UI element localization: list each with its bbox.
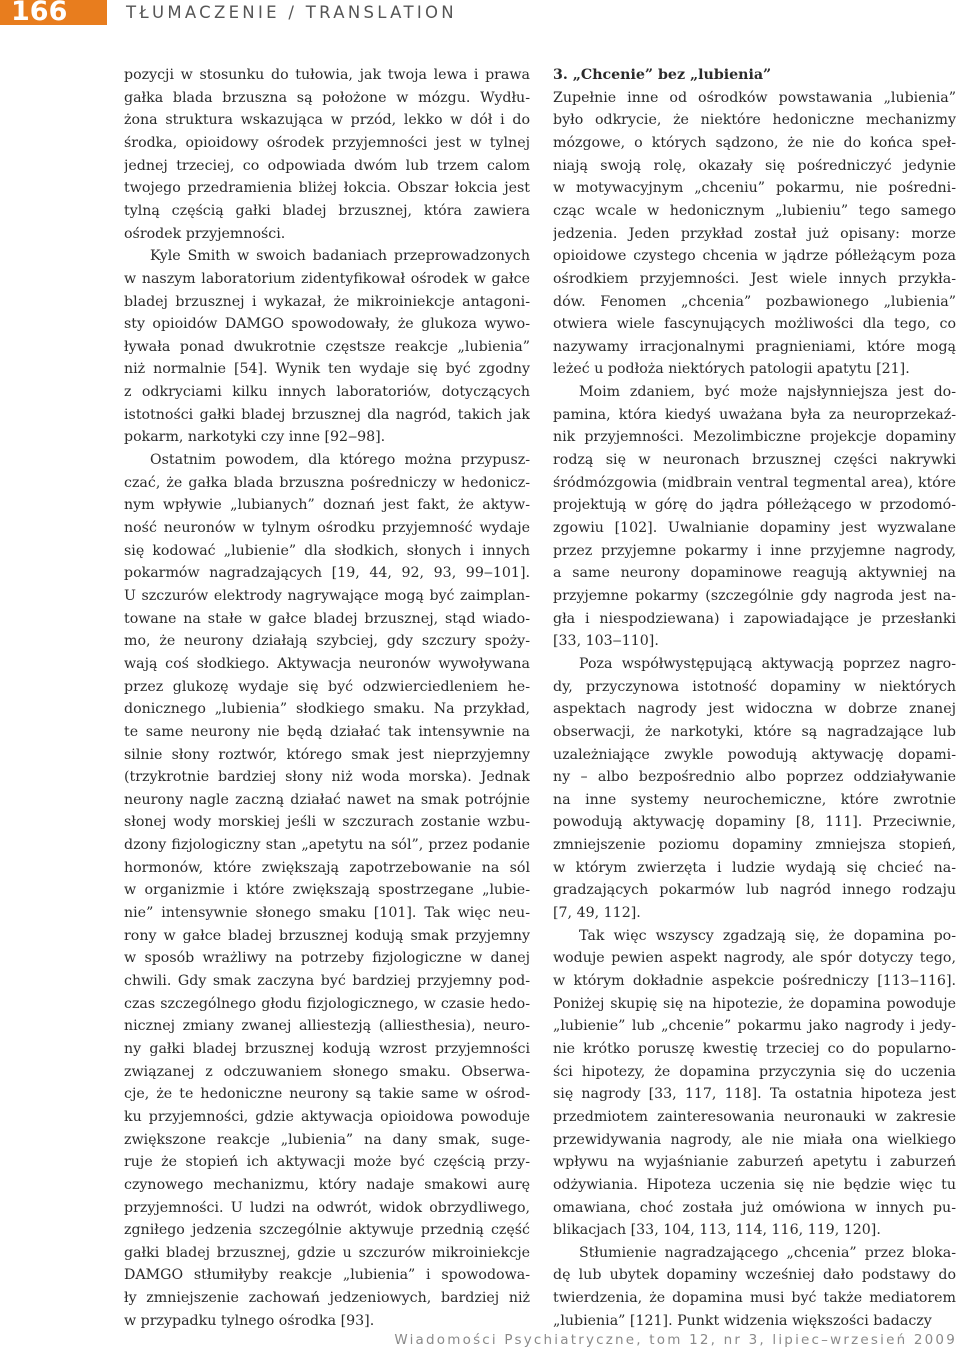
text-line: blikacjach [33, 104, 113, 114, 116, 119, 120]. (553, 1222, 881, 1239)
text-line: „lubienie” lub „chcenie” pokarmu jako nagrody i jedy- (553, 1018, 956, 1035)
text-line: woduje pewien aspekt nagrody, ale spór dotyczy tego, (553, 950, 956, 967)
text-line: omawiana, choć została już omówiona w innych pu- (553, 1199, 956, 1216)
text-line: zgniłego jedzenia szczególnie aktywuje przednią część (124, 1222, 530, 1239)
text-line: towane na stałe w gałce bladej brzusznej, stąd wiado- (124, 610, 530, 627)
text-line: U szczurów elektrody nagrywające mogą być zaimplan- (124, 587, 530, 604)
section-heading: 3. „Chcenie” bez „lubienia” (553, 67, 772, 83)
text-line: otwiera wiele fascynujących możliwości dla tego, co (553, 316, 956, 333)
page-footer (0, 1330, 960, 1352)
text-line: gałka blada brzuszna są położone w mózgu. Wydłu- (124, 89, 530, 106)
text-line: zwiększone reakcje „lubienia” na dany smak, suge- (124, 1131, 530, 1148)
text-line: mózgowe, o których sądzono, że nie do końca speł- (553, 134, 956, 151)
text-line: ny gałki bladej brzusznej kodują wzrost przyjemności (124, 1040, 530, 1057)
text-line: „lubienia” [121]. Punkt widzenia większości badaczy (553, 1312, 932, 1329)
page-number-box (0, 0, 107, 25)
text-line: dy, przyczynowa istotność dopaminy w niektórych (553, 678, 956, 695)
text-line: nicznej zmiany zwanej alliestezją (alliesthesia), neuro- (124, 1018, 530, 1035)
text-line: ośrodek przyjemności. (124, 225, 286, 242)
page-number: 166 (11, 0, 68, 27)
text-line: dzony fizjologiczny stan „apetytu na sól”, przez podanie (124, 837, 530, 854)
text-line: [33, 103‒110]. (553, 633, 659, 650)
text-line: projektują w górę do jądra półleżącego w przodomó- (553, 497, 956, 514)
journal-citation: Wiadomości Psychiatryczne, tom 12, nr 3, lipiec–wrzesień 2009 (394, 1332, 957, 1348)
text-line: pokarm, narkotyki czy inne [92‒98]. (124, 429, 386, 446)
text-line: DAMGO stłumiłyby reakcje „lubienia” i spowodowa- (124, 1267, 530, 1284)
text-line: w organizmie i które zwiększają spostrzegane „lubie- (124, 882, 530, 899)
text-line: sty opioidów DAMGO spowodowały, że glukoza wywo- (124, 316, 530, 333)
text-line: nym wpływie „lubianych” doznań jest fakt, że aktyw- (124, 497, 530, 514)
text-line: wpływu na wyjaśnianie zaburzeń apetytu i zaburzeń (553, 1154, 956, 1171)
text-line: w przypadku tylnego ośrodka [93]. (124, 1312, 375, 1329)
text-line: a same neurony dopaminowe reagują aktywniej na (553, 565, 956, 582)
text-line: pokarmów nagradzających [19, 44, 92, 93, 99‒101]. (124, 565, 530, 582)
text-line: tylną częścią gałki bladej brzusznej, która zawiera (124, 202, 530, 219)
text-line: przyjemne pokarmy (szczególnie gdy nagroda jest na- (553, 587, 956, 604)
page-header (0, 0, 960, 25)
text-line: żona struktura wskazująca w przód, lekko w dół i do (124, 112, 530, 129)
text-line: ny – albo bezpośrednio albo poprzez oddziaływanie (553, 769, 956, 786)
text-line: dę lub ubytek dopaminy wcześniej dało podstawy do (553, 1267, 956, 1284)
text-line: na inne systemy neurochemiczne, które zwrotnie (553, 791, 956, 808)
text-line: niż normalnie [54]. Wynik ten wydaje się być zgodny (124, 361, 530, 378)
text-line: ność neuronów w tylnym ośrodku przyjemność wydaje (124, 520, 530, 536)
text-line: wają coś słodkiego. Aktywacja neuronów wywoływana (124, 655, 530, 672)
text-line: odżywiania. Hipoteza uczenia się nie będzie więc tu (553, 1176, 956, 1193)
text-line: czać, że gałka blada brzuszna pośredniczy w hedonicz- (124, 474, 530, 491)
text-line: słonej wody morskiej jeśli w szczurach zostanie wzbu- (124, 814, 530, 831)
text-line: Ostatnim powodem, dla którego można przypusz- (150, 452, 530, 469)
text-line: ruje że stopień ich aktywacji może być częścią przy- (124, 1154, 530, 1171)
text-line: istotności gałki bladej brzusznej dla nagród, takich jak (124, 406, 530, 423)
text-line: czynowego mechanizmu, który nadaje smakowi aurę (124, 1176, 530, 1193)
text-line: nik przyjemności. Mezolimbiczne projekcje dopaminy (553, 429, 956, 446)
text-line: silnie słony roztwór, którego smak jest nieprzyjemny (124, 746, 530, 763)
text-line: Poniżej skupię się na hipotezie, że dopamina powoduje (553, 995, 956, 1012)
text-line: się kodować „lubienie” dla słodkich, słonych i innych (124, 542, 530, 559)
text-line: donicznego „lubienia” słodkiego smaku. Na przykład, (124, 701, 530, 718)
text-line: uzależniające zwykle powodują aktywację dopami- (553, 746, 956, 763)
text-line: przewidywania nagrody, ale nie miała ona wielkiego (553, 1131, 956, 1148)
text-line: przez przyjemne pokarmy i inne przyjemne nagrody, (553, 542, 956, 559)
text-line: [7, 49, 112]. (553, 905, 641, 922)
text-line: bladej brzusznej i wykazał, że mikroiniekcje antagoni- (124, 293, 530, 310)
text-line: śródmózgowia (midbrain ventral tegmental area), które (553, 474, 956, 491)
text-line: cje, że te hedoniczne neurony są takie same w ośrod- (124, 1086, 530, 1103)
text-line: nie krótko poruszę kwestię trzeciej co do popularno- (553, 1040, 956, 1057)
text-line: środka, opioidowy ośrodek przyjemności jest w tylnej (124, 134, 530, 151)
text-line: opioidowe czystego chcenia w jądrze półleżącym poza (553, 248, 956, 265)
text-line: zmniejszenie poziomu dopaminy zmniejsza stopień, (553, 837, 956, 854)
text-line: w którym dokładnie aspekcie pośredniczy [113‒116]. (553, 973, 956, 989)
text-line: pozycji w stosunku do tułowia, jak twoja lewa i prawa (124, 67, 530, 83)
text-line: gła i niespodziewana) i zapowiadające je przesłanki (553, 610, 956, 627)
text-line: hormonów, które zwiększają zapotrzebowanie na sól (124, 859, 530, 876)
text-line: nazywamy irracjonalnymi pragnieniami, które mogą (553, 338, 956, 355)
text-line: przez glukozę wydaje się być odzwierciedleniem he- (124, 678, 530, 695)
text-line: gałki bladej brzusznej, gdzie u szczurów mikroiniekcje (124, 1244, 530, 1261)
text-line: w naszym laboratorium zidentyfikował ośrodek w gałce (124, 270, 530, 287)
text-line: Kyle Smith w swoich badaniach przeprowadzonych (150, 248, 530, 265)
text-line: aspektach nagrody jest widoczna w dobrze znanej (553, 701, 956, 718)
text-line: cząc wcale w hedonicznym „lubieniu” tego samego (553, 202, 956, 219)
text-line: Moim zdaniem, być może najsłynniejsza jest do- (579, 384, 956, 401)
text-line: związanej z odczuwaniem słonego smaku. Obserwa- (124, 1063, 530, 1080)
text-line: rodzą się w neuronach brzusznej części nakrywki (553, 452, 956, 469)
text-line: w którym zwierzęta i ludzie wydają się chcieć na- (553, 859, 956, 876)
text-line: się nagrody [33, 117, 118]. Ta ostatnia hipoteza jest (553, 1086, 956, 1103)
text-line: jedzenia. Jeden przykład został już opisany: morze (553, 225, 956, 242)
text-line: twierdzenia, że dopamina musi być także mediatorem (553, 1290, 956, 1307)
text-line: mo, że neurony działają szybciej, gdy szczury spoży- (124, 633, 530, 650)
text-line: jednej trzeciej, co odpowiada dwóm lub trzem calom (124, 157, 530, 174)
text-line: neurony nagle zaczną działać nawet na smak potrójnie (124, 791, 530, 808)
text-line: Stłumienie nagradzającego „chcenia” przez bloka- (579, 1244, 956, 1261)
text-line: leżeć u podłoża niektórych patologii apatytu [21]. (553, 361, 910, 378)
text-line: pamina, która kiedyś uważana była za neuroprzekaź- (553, 406, 956, 423)
text-line: twojego przedramienia bliżej łokcia. Obszar łokcia jest (124, 180, 530, 197)
text-line: rony w gałce bladej brzusznej kodują smak przyjemny (124, 927, 530, 944)
text-line: w motywacyjnym „chceniu” pokarmu, nie pośredni- (553, 180, 956, 197)
text-line: nie” intensywnie słonego smaku [101]. Tak więc neu- (124, 905, 530, 922)
text-line: niają swoją rolę, okazały się pośredniczyć jedynie (553, 157, 956, 174)
text-line: było odkrycie, że niektóre hedoniczne mechanizmy (553, 112, 956, 129)
text-line: czas szczególnego głodu fizjologicznego, w czasie hedo- (124, 995, 530, 1012)
text-line: zgowiu [102]. Uwalnianie dopaminy jest wyzwalane (553, 520, 956, 536)
text-line: obserwacji, że narkotyki, które są nagradzające lub (553, 723, 956, 740)
text-line: Poza współwystępującą aktywacją poprzez nagro- (579, 655, 956, 672)
text-line: powodują aktywację dopaminy [8, 111]. Przeciwnie, (553, 814, 956, 831)
text-line: ści hipotezy, że dopamina przyczynia się do uczenia (553, 1063, 956, 1080)
section-title: TŁUMACZENIE / TRANSLATION (126, 3, 457, 22)
text-line: te same neurony nie będą działać tak intensywnie na (124, 723, 530, 740)
text-line: ły zmniejszenie zachowań jedzeniowych, bardziej niż (124, 1290, 530, 1307)
text-line: Zupełnie inne od ośrodków powstawania „lubienia” (553, 89, 956, 106)
text-line: gradzających pokarmów lub nagród innego rodzaju (553, 882, 956, 899)
text-line: z odkryciami kilku innych laboratoriów, dotyczących (124, 384, 530, 401)
text-line: przyjemności. U ludzi na odwrót, widok obrzydliwego, (124, 1199, 530, 1216)
text-line: w sposób wrażliwy na potrzeby fizjologiczne w danej (124, 950, 530, 967)
text-line: ośrodkiem przyjemności. Jest wiele innych przykła- (553, 270, 956, 287)
text-line: Tak więc wszyscy zgadzają się, że dopamina po- (579, 927, 956, 944)
text-line: chwili. Gdy smak zaczyna być bardziej przyjemny pod- (124, 973, 530, 989)
text-line: przedmiotem zainteresowania neuronauki w zakresie (553, 1108, 956, 1125)
text-line: (trzykrotnie bardziej słony niż woda morska). Jednak (124, 769, 530, 786)
text-line: dów. Fenomen „chcenia” pozbawionego „lubienia” (553, 293, 956, 310)
text-line: ływała ponad dwukrotnie częstsze reakcje „lubienia” (124, 338, 530, 355)
text-line: ku przyjemności, gdzie aktywacja opioidowa powoduje (124, 1108, 530, 1125)
